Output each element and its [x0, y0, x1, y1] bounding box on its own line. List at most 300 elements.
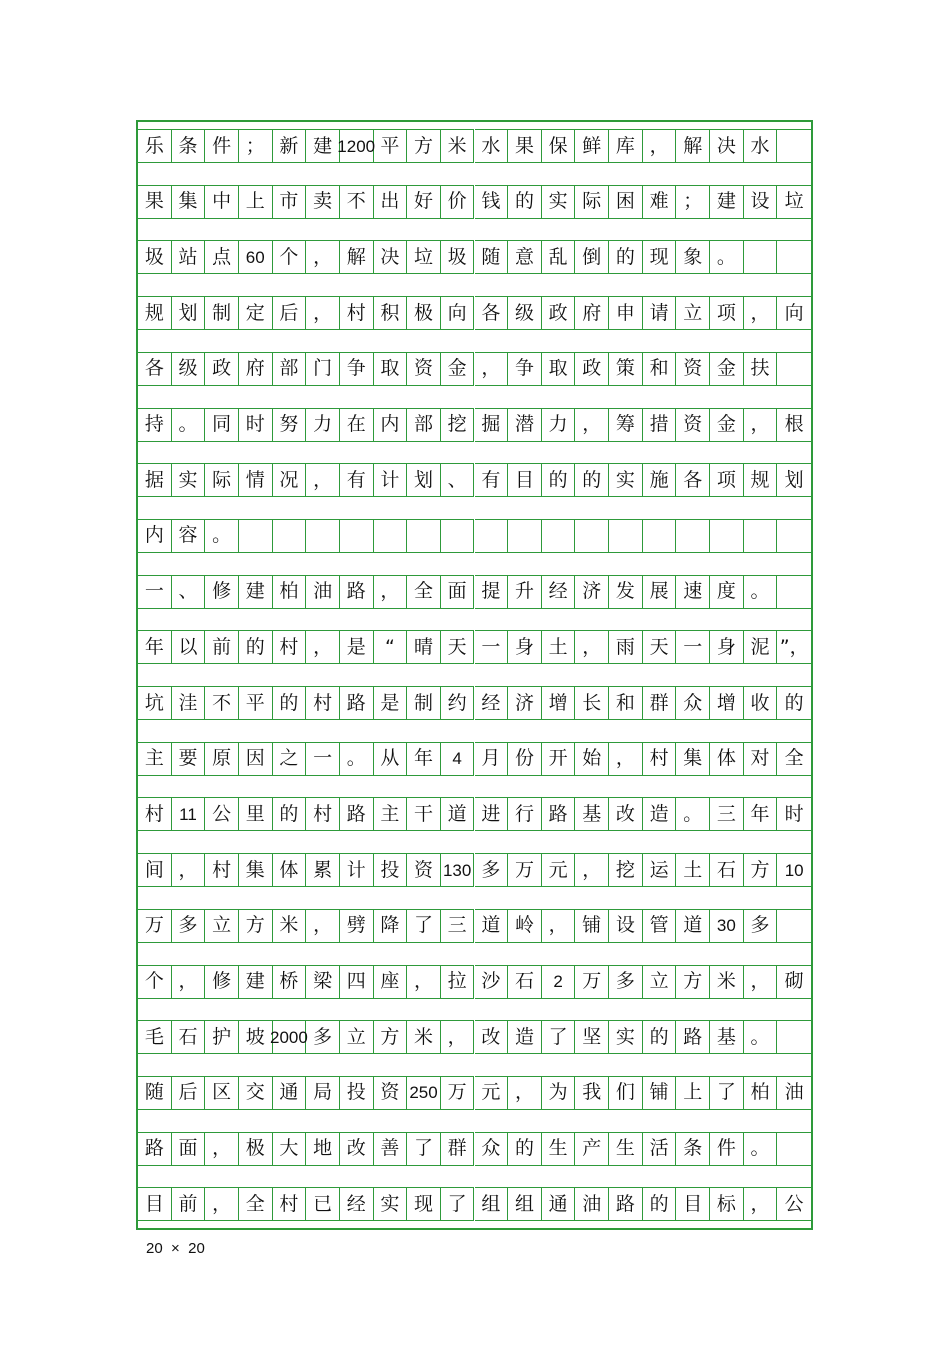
- grid-cell: 增: [710, 686, 744, 720]
- grid-cell: 份: [508, 742, 542, 776]
- grid-cell: 条: [172, 129, 206, 163]
- grid-cell: 铺: [643, 1076, 677, 1110]
- grid-cell: 垃: [407, 240, 441, 274]
- grid-cell: 根: [777, 408, 811, 442]
- grid-cell: ，: [306, 240, 340, 274]
- grid-cell: 解: [676, 129, 710, 163]
- grid-cell: 月: [475, 742, 509, 776]
- grid-cell: 圾: [138, 240, 172, 274]
- grid-cell: 路: [340, 797, 374, 831]
- grid-cell: 果: [138, 185, 172, 219]
- grid-cell: 象: [676, 240, 710, 274]
- grid-cell: 里: [239, 797, 273, 831]
- grid-cell: 计: [340, 853, 374, 887]
- grid-cell: 金: [441, 352, 475, 386]
- grid-cell: 站: [172, 240, 206, 274]
- grid-cell: 拉: [441, 965, 475, 999]
- grid-cell: 进: [475, 797, 509, 831]
- grid-cell: 万: [575, 965, 609, 999]
- grid-cell: [777, 1132, 811, 1166]
- grid-cell: 以: [172, 630, 206, 664]
- grid-cell: 村: [273, 1187, 307, 1221]
- grid-cell: 立: [676, 296, 710, 330]
- grid-cell: 路: [676, 1020, 710, 1054]
- grid-cell: ，: [306, 463, 340, 497]
- grid-cell: 极: [407, 296, 441, 330]
- grid-row: [138, 1187, 811, 1221]
- grid-cell: 好: [407, 185, 441, 219]
- grid-cell: ，: [172, 853, 206, 887]
- grid-cell: ，: [744, 296, 778, 330]
- grid-cell: 项: [710, 296, 744, 330]
- grid-cell: 身: [710, 630, 744, 664]
- grid-cell: 内: [374, 408, 408, 442]
- grid-cell: 公: [777, 1187, 811, 1221]
- grid-cell: [777, 909, 811, 943]
- grid-cell: 2: [542, 965, 576, 999]
- grid-cell: 目: [138, 1187, 172, 1221]
- grid-cell: 部: [407, 408, 441, 442]
- grid-row: [138, 742, 811, 776]
- grid-cell: 规: [138, 296, 172, 330]
- grid-cell: 30: [710, 909, 744, 943]
- grid-cell: 制: [407, 686, 441, 720]
- grid-cell: 通: [273, 1076, 307, 1110]
- grid-cell: 面: [172, 1132, 206, 1166]
- grid-cell: 多: [475, 853, 509, 887]
- grid-cell: 为: [542, 1076, 576, 1110]
- grid-cell: [575, 519, 609, 553]
- grid-cell: 。: [172, 408, 206, 442]
- grid-cell: 三: [710, 797, 744, 831]
- grid-cell: 始: [575, 742, 609, 776]
- grid-cell: 意: [508, 240, 542, 274]
- grid-cell: ，: [508, 1076, 542, 1110]
- grid-cell: 了: [407, 909, 441, 943]
- grid-cell: 。: [744, 575, 778, 609]
- grid-cell: 划: [407, 463, 441, 497]
- grid-cell: 的: [575, 463, 609, 497]
- grid-cell: 点: [205, 240, 239, 274]
- grid-row: [138, 1132, 811, 1166]
- grid-cell: 年: [138, 630, 172, 664]
- grid-cell: 在: [340, 408, 374, 442]
- grid-cell: 修: [205, 575, 239, 609]
- grid-cell: 路: [340, 686, 374, 720]
- grid-cell: 平: [239, 686, 273, 720]
- grid-cell: 方: [374, 1020, 408, 1054]
- grid-cell: 困: [609, 185, 643, 219]
- grid-cell: 11: [172, 797, 206, 831]
- grid-cell: 各: [676, 463, 710, 497]
- grid-cell: 际: [205, 463, 239, 497]
- grid-cell: 方: [407, 129, 441, 163]
- grid-cell: 全: [777, 742, 811, 776]
- grid-cell: ，: [744, 408, 778, 442]
- grid-row: [138, 965, 811, 999]
- grid-row: [138, 630, 811, 664]
- grid-cell: 项: [710, 463, 744, 497]
- grid-cell: 元: [542, 853, 576, 887]
- grid-cell: 修: [205, 965, 239, 999]
- grid-cell: 改: [475, 1020, 509, 1054]
- grid-cell: ”，: [777, 630, 811, 664]
- grid-cell: ，: [407, 965, 441, 999]
- grid-cell: 铺: [575, 909, 609, 943]
- grid-cell: 筹: [609, 408, 643, 442]
- grid-cell: 实: [374, 1187, 408, 1221]
- grid-cell: 件: [710, 1132, 744, 1166]
- grid-cell: 级: [172, 352, 206, 386]
- grid-cell: 容: [172, 519, 206, 553]
- grid-cell: 后: [172, 1076, 206, 1110]
- grid-cell: 请: [643, 296, 677, 330]
- grid-cell: 道: [441, 797, 475, 831]
- grid-cell: 劈: [340, 909, 374, 943]
- grid-cell: 体: [710, 742, 744, 776]
- grid-cell: [777, 575, 811, 609]
- grid-cell: 钱: [475, 185, 509, 219]
- grid-cell: 果: [508, 129, 542, 163]
- grid-row: [138, 185, 811, 219]
- grid-cell: 之: [273, 742, 307, 776]
- grid-cell: 村: [138, 797, 172, 831]
- grid-cell: 护: [205, 1020, 239, 1054]
- grid-cell: 的: [542, 463, 576, 497]
- grid-cell: ，: [441, 1020, 475, 1054]
- grid-cell: 130: [441, 853, 475, 887]
- grid-cell: 潜: [508, 408, 542, 442]
- grid-cell: 划: [172, 296, 206, 330]
- grid-cell: 了: [710, 1076, 744, 1110]
- grid-cell: 年: [744, 797, 778, 831]
- grid-row: [138, 240, 811, 274]
- grid-cell: 内: [138, 519, 172, 553]
- grid-cell: 组: [475, 1187, 509, 1221]
- grid-cell: 了: [407, 1132, 441, 1166]
- grid-cell: 增: [542, 686, 576, 720]
- grid-cell: 各: [475, 296, 509, 330]
- grid-cell: 垃: [777, 185, 811, 219]
- grid-cell: 石: [710, 853, 744, 887]
- grid-cell: ；: [676, 185, 710, 219]
- grid-cell: 建: [710, 185, 744, 219]
- grid-cell: 了: [441, 1187, 475, 1221]
- grid-cell: 长: [575, 686, 609, 720]
- grid-cell: 地: [306, 1132, 340, 1166]
- grid-cell: 。: [744, 1132, 778, 1166]
- grid-cell: 基: [575, 797, 609, 831]
- grid-cell: 和: [609, 686, 643, 720]
- grid-cell: 积: [374, 296, 408, 330]
- grid-cell: 建: [306, 129, 340, 163]
- grid-cell: [777, 1020, 811, 1054]
- grid-size-label: 20 × 20: [146, 1240, 205, 1257]
- grid-cell: 行: [508, 797, 542, 831]
- grid-cell: 乐: [138, 129, 172, 163]
- grid-cell: [676, 519, 710, 553]
- grid-cell: 发: [609, 575, 643, 609]
- grid-cell: 的: [777, 686, 811, 720]
- grid-row: [138, 296, 811, 330]
- grid-cell: ，: [306, 296, 340, 330]
- grid-cell: 开: [542, 742, 576, 776]
- grid-cell: 实: [172, 463, 206, 497]
- grid-cell: 的: [609, 240, 643, 274]
- grid-cell: 建: [239, 575, 273, 609]
- grid-cell: 库: [609, 129, 643, 163]
- grid-cell: [374, 519, 408, 553]
- grid-cell: 申: [609, 296, 643, 330]
- grid-cell: ，: [475, 352, 509, 386]
- grid-cell: 资: [407, 352, 441, 386]
- grid-cell: 的: [273, 686, 307, 720]
- grid-cell: 新: [273, 129, 307, 163]
- grid-cell: 件: [205, 129, 239, 163]
- grid-cell: 标: [710, 1187, 744, 1221]
- grid-cell: 造: [508, 1020, 542, 1054]
- grid-cell: 年: [407, 742, 441, 776]
- grid-cell: [475, 519, 509, 553]
- grid-cell: 米: [441, 129, 475, 163]
- grid-cell: 经: [542, 575, 576, 609]
- grid-cell: 力: [542, 408, 576, 442]
- grid-cell: ，: [542, 909, 576, 943]
- grid-cell: 资: [676, 352, 710, 386]
- grid-cell: 产: [575, 1132, 609, 1166]
- grid-cell: 路: [609, 1187, 643, 1221]
- grid-cell: 出: [374, 185, 408, 219]
- grid-cell: 柏: [273, 575, 307, 609]
- grid-cell: 的: [508, 185, 542, 219]
- grid-cell: ，: [172, 965, 206, 999]
- grid-cell: 升: [508, 575, 542, 609]
- grid-cell: 2000: [273, 1020, 307, 1054]
- grid-cell: 多: [609, 965, 643, 999]
- grid-cell: 。: [710, 240, 744, 274]
- grid-cell: 目: [508, 463, 542, 497]
- grid-cell: 的: [643, 1187, 677, 1221]
- grid-cell: 时: [777, 797, 811, 831]
- grid-cell: 10: [777, 853, 811, 887]
- grid-cell: 身: [508, 630, 542, 664]
- grid-cell: ，: [205, 1132, 239, 1166]
- grid-cell: 米: [273, 909, 307, 943]
- grid-cell: [340, 519, 374, 553]
- grid-cell: 主: [138, 742, 172, 776]
- grid-cell: 对: [744, 742, 778, 776]
- grid-cell: ，: [575, 630, 609, 664]
- grid-cell: 砌: [777, 965, 811, 999]
- grid-cell: 万: [508, 853, 542, 887]
- grid-cell: 天: [441, 630, 475, 664]
- grid-cell: ，: [205, 1187, 239, 1221]
- grid-cell: 际: [575, 185, 609, 219]
- grid-cell: ，: [575, 408, 609, 442]
- grid-cell: 力: [306, 408, 340, 442]
- grid-cell: 万: [138, 909, 172, 943]
- grid-cell: 展: [643, 575, 677, 609]
- grid-cell: 的: [239, 630, 273, 664]
- grid-cell: 村: [340, 296, 374, 330]
- grid-cell: 不: [340, 185, 374, 219]
- grid-cell: 集: [172, 185, 206, 219]
- grid-cell: [710, 519, 744, 553]
- grid-cell: 道: [676, 909, 710, 943]
- grid-cell: 公: [205, 797, 239, 831]
- grid-cell: 4: [441, 742, 475, 776]
- grid-cell: 度: [710, 575, 744, 609]
- grid-cell: 一: [475, 630, 509, 664]
- grid-cell: 路: [542, 797, 576, 831]
- grid-row: [138, 408, 811, 442]
- grid-cell: 卖: [306, 185, 340, 219]
- grid-cell: 约: [441, 686, 475, 720]
- grid-cell: [239, 519, 273, 553]
- grid-cell: [306, 519, 340, 553]
- grid-cell: 方: [676, 965, 710, 999]
- grid-cell: 平: [374, 129, 408, 163]
- grid-cell: 市: [273, 185, 307, 219]
- grid-cell: 挖: [441, 408, 475, 442]
- grid-cell: 、: [172, 575, 206, 609]
- grid-cell: 干: [407, 797, 441, 831]
- grid-cell: 。: [340, 742, 374, 776]
- grid-cell: 立: [205, 909, 239, 943]
- grid-cell: 向: [441, 296, 475, 330]
- grid-cell: 集: [676, 742, 710, 776]
- grid-cell: 泥: [744, 630, 778, 664]
- grid-cell: ，: [744, 965, 778, 999]
- grid-cell: 毛: [138, 1020, 172, 1054]
- grid-cell: 是: [374, 686, 408, 720]
- manuscript-grid: [136, 120, 813, 1230]
- grid-cell: 鲜: [575, 129, 609, 163]
- grid-row: [138, 129, 811, 163]
- grid-cell: 原: [205, 742, 239, 776]
- grid-cell: 的: [508, 1132, 542, 1166]
- grid-cell: 米: [407, 1020, 441, 1054]
- grid-cell: 万: [441, 1076, 475, 1110]
- grid-cell: 制: [205, 296, 239, 330]
- grid-cell: [744, 240, 778, 274]
- grid-cell: 三: [441, 909, 475, 943]
- grid-cell: [542, 519, 576, 553]
- grid-cell: 挖: [609, 853, 643, 887]
- grid-cell: 要: [172, 742, 206, 776]
- grid-row: [138, 1076, 811, 1110]
- grid-cell: 村: [306, 686, 340, 720]
- grid-cell: 建: [239, 965, 273, 999]
- grid-cell: 一: [306, 742, 340, 776]
- grid-cell: 施: [643, 463, 677, 497]
- grid-cell: 经: [475, 686, 509, 720]
- grid-cell: 个: [273, 240, 307, 274]
- grid-cell: 坑: [138, 686, 172, 720]
- grid-cell: 资: [374, 1076, 408, 1110]
- grid-cell: 基: [710, 1020, 744, 1054]
- grid-cell: 后: [273, 296, 307, 330]
- grid-cell: 60: [239, 240, 273, 274]
- grid-cell: [744, 519, 778, 553]
- grid-cell: 降: [374, 909, 408, 943]
- grid-cell: 坚: [575, 1020, 609, 1054]
- grid-cell: 立: [643, 965, 677, 999]
- grid-cell: 府: [239, 352, 273, 386]
- grid-cell: 洼: [172, 686, 206, 720]
- grid-cell: 元: [475, 1076, 509, 1110]
- grid-cell: 政: [205, 352, 239, 386]
- grid-cell: 了: [542, 1020, 576, 1054]
- grid-cell: 累: [306, 853, 340, 887]
- grid-cell: 天: [643, 630, 677, 664]
- grid-cell: 众: [676, 686, 710, 720]
- grid-cell: 计: [374, 463, 408, 497]
- grid-cell: 政: [575, 352, 609, 386]
- grid-cell: 条: [676, 1132, 710, 1166]
- grid-cell: 情: [239, 463, 273, 497]
- grid-cell: 水: [475, 129, 509, 163]
- grid-cell: 设: [744, 185, 778, 219]
- grid-row: [138, 1020, 811, 1054]
- grid-cell: 上: [239, 185, 273, 219]
- grid-cell: 运: [643, 853, 677, 887]
- grid-cell: 米: [710, 965, 744, 999]
- grid-cell: 一: [138, 575, 172, 609]
- grid-cell: 众: [475, 1132, 509, 1166]
- grid-cell: 岭: [508, 909, 542, 943]
- grid-cell: 上: [676, 1076, 710, 1110]
- grid-cell: 1200: [340, 129, 374, 163]
- grid-row: [138, 853, 811, 887]
- grid-cell: ，: [643, 129, 677, 163]
- grid-cell: 。: [676, 797, 710, 831]
- grid-row: [138, 909, 811, 943]
- grid-cell: 土: [542, 630, 576, 664]
- grid-cell: [508, 519, 542, 553]
- grid-cell: 间: [138, 853, 172, 887]
- grid-cell: 集: [239, 853, 273, 887]
- grid-cell: 油: [777, 1076, 811, 1110]
- grid-cell: 改: [609, 797, 643, 831]
- grid-cell: 有: [340, 463, 374, 497]
- grid-cell: 油: [575, 1187, 609, 1221]
- grid-cell: 四: [340, 965, 374, 999]
- grid-cell: 速: [676, 575, 710, 609]
- grid-cell: “: [374, 630, 408, 664]
- grid-cell: [273, 519, 307, 553]
- grid-cell: 的: [273, 797, 307, 831]
- grid-cell: 现: [407, 1187, 441, 1221]
- grid-cell: [643, 519, 677, 553]
- grid-cell: 保: [542, 129, 576, 163]
- grid-cell: 群: [643, 686, 677, 720]
- grid-cell: 土: [676, 853, 710, 887]
- grid-cell: 是: [340, 630, 374, 664]
- grid-cell: 立: [340, 1020, 374, 1054]
- grid-cell: 从: [374, 742, 408, 776]
- grid-cell: 府: [575, 296, 609, 330]
- grid-cell: 通: [542, 1187, 576, 1221]
- grid-cell: 向: [777, 296, 811, 330]
- grid-cell: 目: [676, 1187, 710, 1221]
- grid-cell: 况: [273, 463, 307, 497]
- grid-cell: 资: [407, 853, 441, 887]
- grid-cell: 因: [239, 742, 273, 776]
- grid-cell: 划: [777, 463, 811, 497]
- grid-cell: 活: [643, 1132, 677, 1166]
- grid-cell: 体: [273, 853, 307, 887]
